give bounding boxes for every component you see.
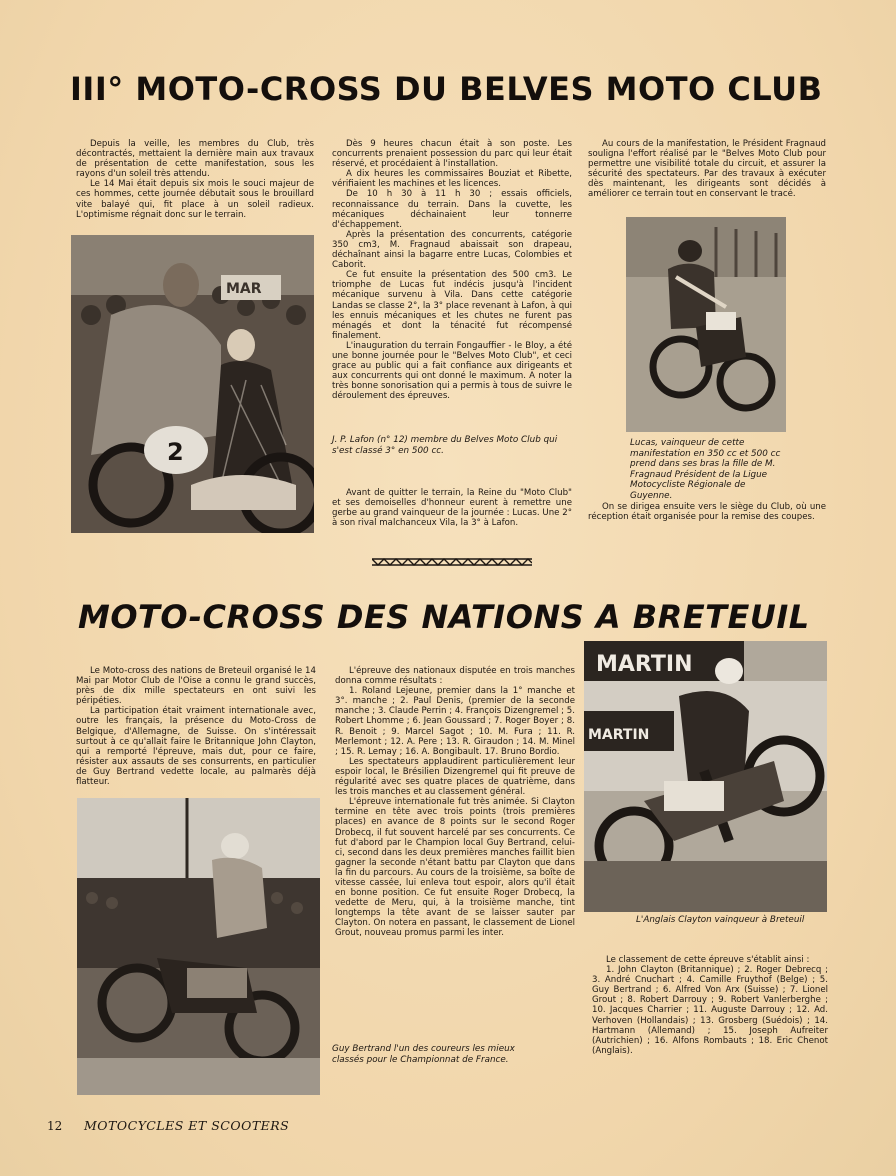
photo-lucas-rider [626, 217, 786, 432]
paragraph: Après la présentation des concurrents, catégorie 350 cm3, M. Fragnaud abaissait son drapeau, déchaînant ainsi la bagarre entre Lucas, Colombies et Caborit. [332, 229, 572, 271]
paragraph: Depuis la veille, les membres du Club, très décontractés, mettaient la dernière main aux travaux de présentation de cette manifestation, sous les rayons d'un soleil très attendu. [76, 139, 314, 180]
paragraph: Au cours de la manifestation, le Président Fragnaud souligna l'effort réalisé par le "Belves Moto Club pour permettre une visibilité totale du circuit, et assurer la sécurité des spectateurs. Par des travaux à exécuter dès maintenant, les dirigeants sont décidés à améliorer ce terrain tout en conservant le tracé. [588, 139, 826, 200]
caption-lafon: J. P. Lafon (n° 12) membre du Belves Moto Club qui s'est classé 3° en 500 cc. [332, 435, 558, 456]
paragraph: Ce fut ensuite la présentation des 500 cm3. Le triomphe de Lucas fut indécis jusqu'à l'incident mécanique survenu à Vila. Dans cette catégorie Landas se classe 2°, la 3° place revenant à Lafon, à qui les ennuis mécaniques et les chutes ne furent pas ménagés et dont la ténacité fut récompensé finalement. [332, 270, 572, 341]
paragraph: Avant de quitter le terrain, la Reine du "Moto Club" et ses demoiselles d'honneur eurent à remettre une gerbe au grand vainqueur de la journée : Lucas. Une 2° à son rival malchanceux Vila, la 3° à Lafon. [332, 488, 572, 529]
section-divider [372, 555, 532, 569]
paragraph: On se dirigea ensuite vers le siège du Club, où une réception était organisée pour la remise des coupes. [588, 502, 826, 523]
caption-clayton: L'Anglais Clayton vainqueur à Breteuil [636, 915, 805, 925]
photo-lafon-with-girl [71, 235, 314, 533]
paragraph: Dès 9 heures chacun était à son poste. Les concurrents prenaient possession du parc qui leur était réservé, et procédaient à l'installation. [332, 139, 572, 170]
article1-column1 [76, 139, 314, 220]
paragraph: A dix heures les commissaires Bouziat et Ribette, vérifiaient les machines et les licences. [332, 169, 572, 190]
paragraph: Le Moto-cross des nations de Breteuil organisé le 14 Mai par Motor Club de l'Oise a connu le grand succès, près de dix mille spectateurs en ont suivi les péripéties. [76, 666, 316, 707]
magazine-name: MOTOCYCLES ET SCOOTERS [84, 1118, 290, 1133]
article1-column2 [332, 139, 572, 401]
article1-title: III° MOTO-CROSS DU BELVES MOTO CLUB [70, 70, 823, 108]
article2-classement [592, 955, 828, 1056]
article2-title: MOTO-CROSS DES NATIONS A BRETEUIL [78, 598, 810, 636]
paragraph: De 10 h 30 à 11 h 30 ; essais officiels, reconnaissance du terrain. Dans la cuvette, les mécaniques déchainaient leur tonnerre d'échappement. [332, 189, 572, 230]
paragraph: Le classement de cette épreuve s'établit ainsi : [606, 955, 810, 965]
article2-column2 [335, 666, 575, 939]
svg-text:2: 2 [167, 438, 184, 466]
photo3-sign-bottom: MARTIN [588, 727, 650, 743]
photo-clayton [584, 641, 827, 912]
paragraph: 1. Roland Lejeune, premier dans la 1° manche et 3°. manche ; 2. Paul Denis, (premier de la seconde manche ; 3. Claude Perrin ; 4. François Dizengremel ; 5. Robert Lhomme ; 6. Jean Goussard ; 7. Roger Boyer ; 8. R. Benoit ; 9. Marcel Sagot ; 10. M. Fura ; 11. R. Merlemont ; 12. A. Pere ; 13. R. Giraudon ; 14. M. Minel ; 15. R. Lemay ; 16. A. Bongibault. 17. Bruno Bordio. [335, 686, 575, 757]
article1-closing [588, 502, 826, 522]
paragraph: L'épreuve internationale fut très animée. Si Clayton termine en tête avec trois points (trois premières places) en avance de 8 points sur le second Roger Drobecq, il fut souvent harcelé par ses concurrents. Ce fut d'abord par le Champion local Guy Bertrand, celui-ci, second dans les deux premières manches faillit bien gagner la seconde n'étant battu par Clayton que dans la fin du parcours. Au cours de la troisième, sa boîte de vitesse cassée, lui enleva tout espoir, alors qu'il était en bonne position. Ce fut ensuite Roger Drobecq, la vedette de Meru, qui, à la troisième manche, tint longtemps la tête avant de se laisser sauter par Clayton. On notera en passant, le classement de Lionel Grout, nouveau promus parmi les inter. [335, 797, 575, 939]
caption-lucas: Lucas, vainqueur de cette manifestation en 350 cc et 500 cc prend dans ses bras la fille de M. Fragnaud Président de la Ligue Motocycliste Régionale de Guyenne. [630, 438, 781, 501]
article2-column1 [76, 666, 316, 787]
paragraph: Le 14 Mai était depuis six mois le souci majeur de ces hommes, cette journée débutait sous le brouillard vite balayé qui, fit place à un soleil radieux. L'optimisme régnait donc sur le terrain. [76, 179, 314, 220]
paragraph: Les spectateurs applaudirent particulièrement leur espoir local, le Brésilien Dizengremel qui fit preuve de régularité avec ses quatre places de quatrième, dans les trois manches et au classement général. [335, 756, 575, 798]
article1-after-caption [332, 488, 572, 528]
caption-guy-bertrand: Guy Bertrand l'un des coureurs les mieux classés pour le Championnat de France. [332, 1044, 515, 1065]
photo3-sign-top: MARTIN [596, 652, 693, 677]
paragraph: 1. John Clayton (Britannique) ; 2. Roger Debrecq ; 3. André Cnuchart ; 4. Camille Fruythof (Belge) ; 5. Guy Bertrand ; 6. Alfred Von Arx (Suisse) ; 7. Lionel Grout ; 8. Robert Darrouy ; 9. Robert Vanlerberghe ; 10. Jacques Charrier ; 11. Auguste Darrouy ; 12. Ad. Verhoven (Hollandais) ; 13. Grosberg (Suédois) ; 14. Hartmann (Allemand) ; 15. Joseph Aufreiter (Autrichien) ; 16. Alfons Rombauts ; 18. Eric Chenot (Anglais). [592, 965, 828, 1056]
article1-column3 [588, 139, 826, 200]
photo1-sign-text: MAR [226, 281, 262, 297]
photo-guy-bertrand [77, 798, 320, 1095]
page-number: 12 [47, 1119, 63, 1133]
paragraph: La participation était vraiment internationale avec, outre les français, la présence du Moto-Cross de Belgique, d'Allemagne, de Suisse. On s'intéressait surtout à ce qu'allait faire le Britannique John Clayton, qui a remporté l'épreuve, mais dut, pour ce faire, résister aux assauts de ses consurrents, en particulier de Guy Bertrand vedette locale, au palmarès déjà flatteur. [76, 706, 316, 788]
paragraph: L'inauguration du terrain Fongauffier - le Bloy, a été une bonne journée pour le "Belves Moto Club", et ceci grace au public qui a fait confiance aux dirigeants et aux concurrents qui ont donné le maximum. A noter la très bonne sonorisation qui a permis à tous de suivre le déroulement des épreuves. [332, 340, 572, 402]
paragraph: L'épreuve des nationaux disputée en trois manches donna comme résultats : [335, 666, 575, 687]
